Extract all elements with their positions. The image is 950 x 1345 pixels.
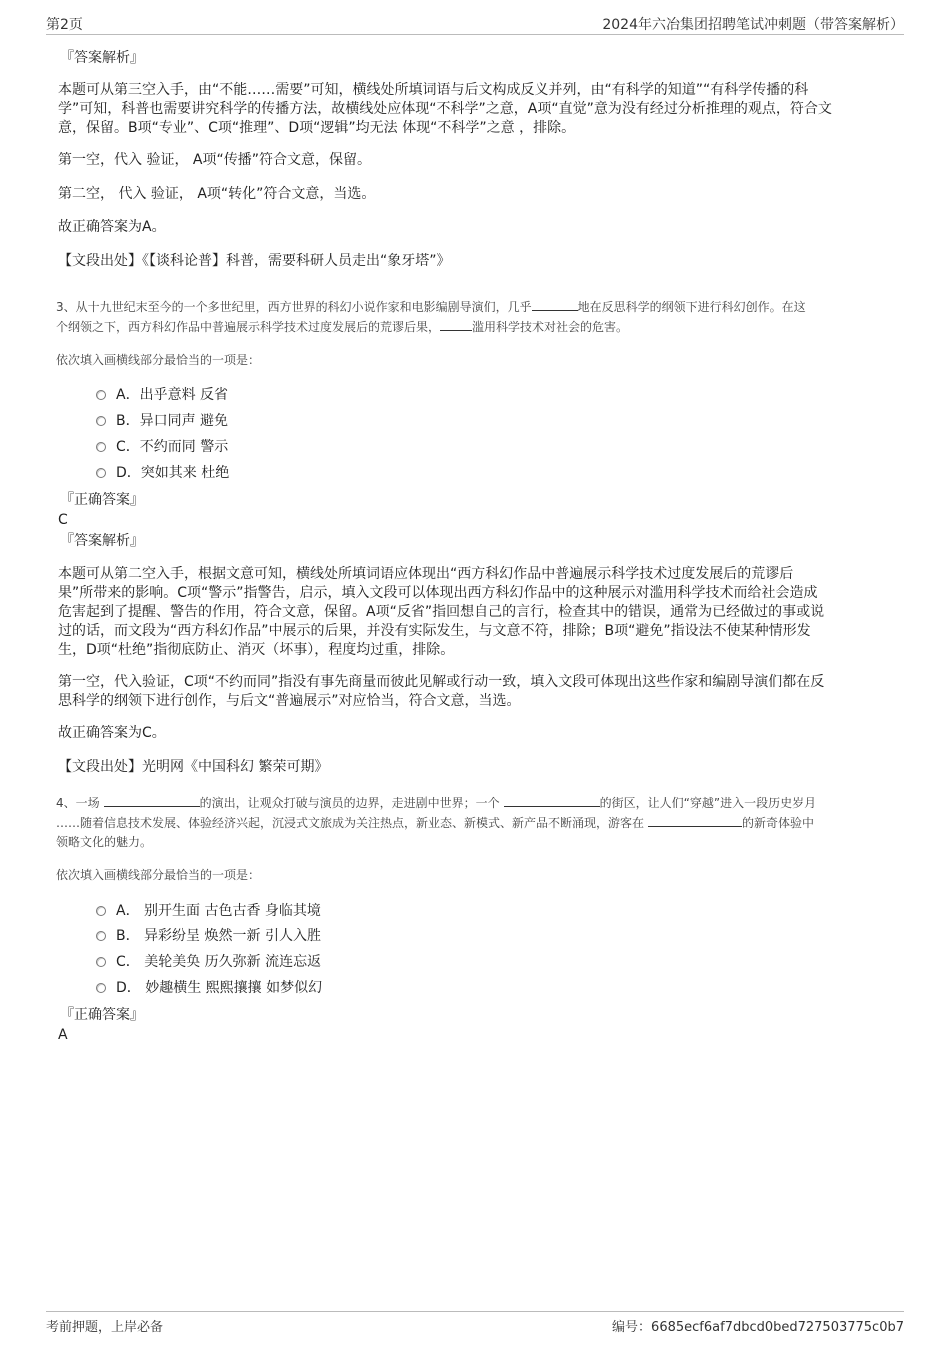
fill-blank	[532, 296, 578, 311]
question-4-line: 4、一场 的演出，让观众打破与演员的边界，走进剧中世界；一个 的街区，让人们“穿越”进入一段历史岁月	[56, 792, 896, 813]
question-4-line: 领略文化的魅力。	[56, 835, 153, 849]
text-source: 【文段出处】光明网《中国科幻 繁荣可期》	[58, 759, 329, 775]
analysis-line: 危害起到了提醒、警告的作用，符合文意，保留。A项“反省”指回想自己的言行，检查其中的错误，通常为已经做过的事或说	[58, 604, 825, 620]
analysis-line: 果”所带来的影响。C项“警示”指警告，启示，填入文段可以体现出西方科幻作品中的这种展示对滥用科学技术而给社会造成	[58, 585, 818, 601]
radio-icon[interactable]	[96, 983, 106, 993]
analysis-line: 第一空，代入验证，C项“不约而同”指没有事先商量而彼此见解或行动一致，填入文段可体现出这些作家和编剧导演们都在反	[58, 674, 825, 690]
fill-blank	[504, 792, 600, 807]
analysis-conclusion: 故正确答案为C。	[58, 725, 166, 741]
radio-icon[interactable]	[96, 906, 106, 916]
analysis-line: 意，保留。B项“专业”、C项“推理”、D项“逻辑”均无法 体现“不科学”之意 ，排除。	[58, 120, 576, 136]
analysis-paragraph: 第一空，代入 验证， A项“传播”符合文意，保留。	[58, 152, 371, 168]
text-source: 【文段出处】《【谈科论普】科普，需要科研人员走出“象牙塔”》	[58, 253, 451, 269]
document-title: 2024年六冶集团招聘笔试冲刺题（带答案解析）	[602, 17, 904, 33]
radio-icon[interactable]	[96, 468, 106, 478]
analysis-line: 生，D项“杜绝”指彻底防止、消灭（坏事），程度均过重，排除。	[58, 642, 455, 658]
analysis-conclusion: 故正确答案为A。	[58, 219, 166, 235]
page-number: 第2页	[46, 17, 83, 33]
analysis-line: 思科学的纲领下进行创作，与后文“普遍展示”对应恰当，符合文意，当选。	[58, 693, 521, 709]
option-a[interactable]: A．出乎意料 反省	[96, 384, 228, 406]
option-b[interactable]: B． 异彩纷呈 焕然一新 引人入胜	[96, 925, 321, 947]
fill-blank	[104, 792, 200, 807]
answer-title: 『正确答案』	[60, 1007, 144, 1023]
answer-title: 『正确答案』	[60, 492, 144, 508]
option-c[interactable]: C． 美轮美奂 历久弥新 流连忘返	[96, 951, 321, 973]
correct-answer: C	[58, 512, 68, 528]
page-header	[46, 14, 904, 35]
radio-icon[interactable]	[96, 390, 106, 400]
correct-answer: A	[58, 1027, 68, 1043]
radio-icon[interactable]	[96, 931, 106, 941]
page-footer	[46, 1311, 904, 1334]
radio-icon[interactable]	[96, 442, 106, 452]
option-d[interactable]: D．突如其来 杜绝	[96, 462, 229, 484]
fill-blank	[440, 316, 472, 331]
radio-icon[interactable]	[96, 957, 106, 967]
fill-blank	[648, 812, 742, 827]
option-c[interactable]: C．不约而同 警示	[96, 436, 228, 458]
analysis-line: 本题可从第二空入手，根据文意可知，横线处所填词语应体现出“西方科幻作品中普遍展示科学技术过度发展后的荒谬后	[58, 566, 794, 582]
question-3-line: 3、从十九世纪末至今的一个多世纪里，西方世界的科幻小说作家和电影编剧导演们，几乎 地在反思科学的纲领下进行科幻创作。在这	[56, 296, 896, 317]
question-3-line: 个纲领之下，西方科幻作品中普遍展示科学技术过度发展后的荒谬后果， 滥用科学技术对社会的危害。	[56, 316, 896, 337]
analysis-paragraph: 第二空， 代入 验证， A项“转化”符合文意，当选。	[58, 186, 376, 202]
option-a[interactable]: A． 别开生面 古色古香 身临其境	[96, 900, 321, 922]
analysis-line: 过的话，而文段为“西方科幻作品”中展示的后果，并没有实际发生，与文意不符，排除；B项“避免”指设法不使某种情形发	[58, 623, 811, 639]
question-4-line: ……随着信息技术发展、体验经济兴起，沉浸式文旅成为关注热点，新业态、新模式、新产品不断涌现，游客在 的新奇体验中	[56, 812, 896, 833]
footer-slogan: 考前押题，上岸必备	[46, 1320, 164, 1335]
radio-icon[interactable]	[96, 416, 106, 426]
analysis-title: 『答案解析』	[60, 533, 144, 549]
analysis-line: 学”可知，科普也需要讲究科学的传播方法，故横线处应体现“不科学”之意，A项“直觉”意为没有经过分析推理的观点，符合文	[58, 101, 832, 117]
analysis-line: 本题可从第三空入手，由“不能……需要”可知，横线处所填词语与后文构成反义并列，由“有科学的知道”“有科学传播的科	[58, 82, 809, 98]
question-prompt: 依次填入画横线部分最恰当的一项是：	[56, 353, 261, 367]
question-prompt: 依次填入画横线部分最恰当的一项是：	[56, 868, 261, 882]
analysis-title: 『答案解析』	[60, 50, 144, 66]
document-id: 编号：6685ecf6af7dbcd0bed727503775c0b7	[612, 1320, 904, 1335]
option-d[interactable]: D． 妙趣横生 熙熙攘攘 如梦似幻	[96, 977, 322, 999]
option-b[interactable]: B．异口同声 避免	[96, 410, 228, 432]
